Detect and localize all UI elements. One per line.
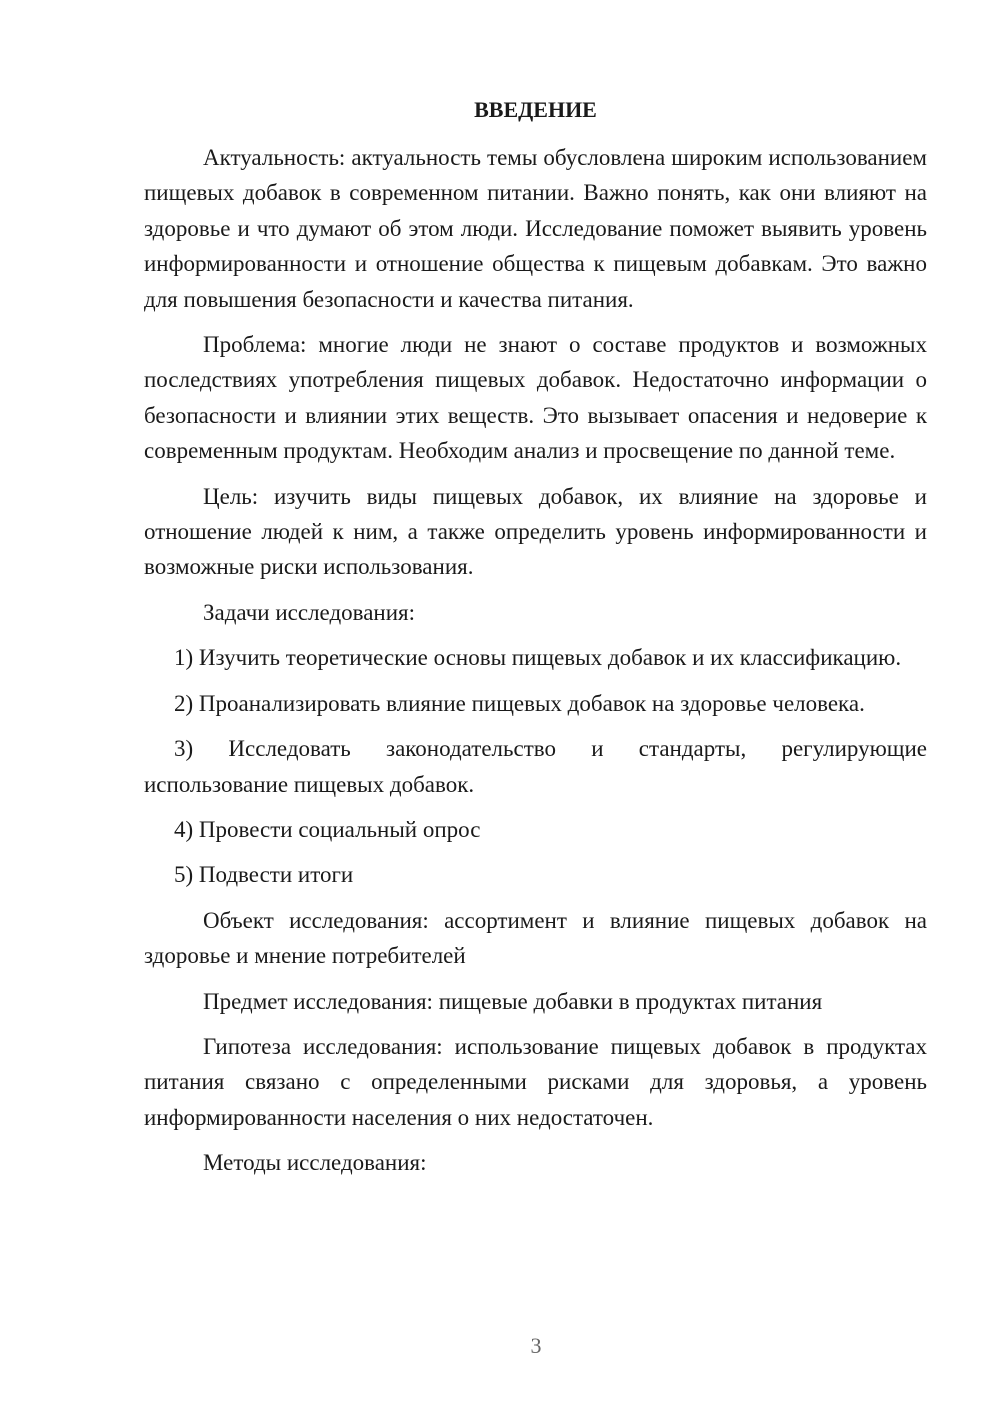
paragraph-relevance: Актуальность: актуальность темы обусловлена широким использованием пищевых добавок в современном питании. Важно понять, как они влияют на здоровье и что думают об этом люди. Исследование поможет выявить уровень информированности и отношение общества к пищевым добавкам. Это важно для повышения безопасности и качества питания. (144, 145, 927, 312)
paragraph-subject: Предмет исследования: пищевые добавки в продуктах питания (203, 988, 823, 1014)
paragraph-problem: Проблема: многие люди не знают о составе продуктов и возможных последствиях употребления пищевых добавок. Недостаточно информации о безопасности и влиянии этих веществ. Это вызывает опасения и недоверие к современным продуктам. Необходим анализ и просвещение по данной теме. (144, 332, 927, 464)
page-number: 3 (530, 1333, 542, 1358)
task-item-4: 4) Провести социальный опрос (174, 816, 481, 842)
paragraph-tasks-heading: Задачи исследования: (203, 599, 416, 625)
task-item-3: 3) Исследовать законодательство и стандарты, регулирующие использование пищевых добавок. (144, 736, 927, 797)
document-body (144, 92, 927, 1191)
task-item-2: 2) Проанализировать влияние пищевых добавок на здоровье человека. (174, 690, 865, 716)
paragraph-methods: Методы исследования: (203, 1150, 427, 1176)
paragraph-hypothesis: Гипотеза исследования: использование пищевых добавок в продуктах питания связано с определенными рисками для здоровья, а уровень информированности населения о них недостаточен. (144, 1033, 927, 1130)
section-title: ВВЕДЕНИЕ (474, 97, 597, 122)
paragraph-object: Объект исследования: ассортимент и влияние пищевых добавок на здоровье и мнение потребителей (144, 907, 927, 969)
task-item-1: 1) Изучить теоретические основы пищевых добавок и их классификацию. (174, 645, 902, 671)
task-item-5: 5) Подвести итоги (174, 862, 354, 888)
paragraph-goal: Цель: изучить виды пищевых добавок, их влияние на здоровье и отношение людей к ним, а также определить уровень информированности и возможные риски использования. (144, 483, 927, 580)
